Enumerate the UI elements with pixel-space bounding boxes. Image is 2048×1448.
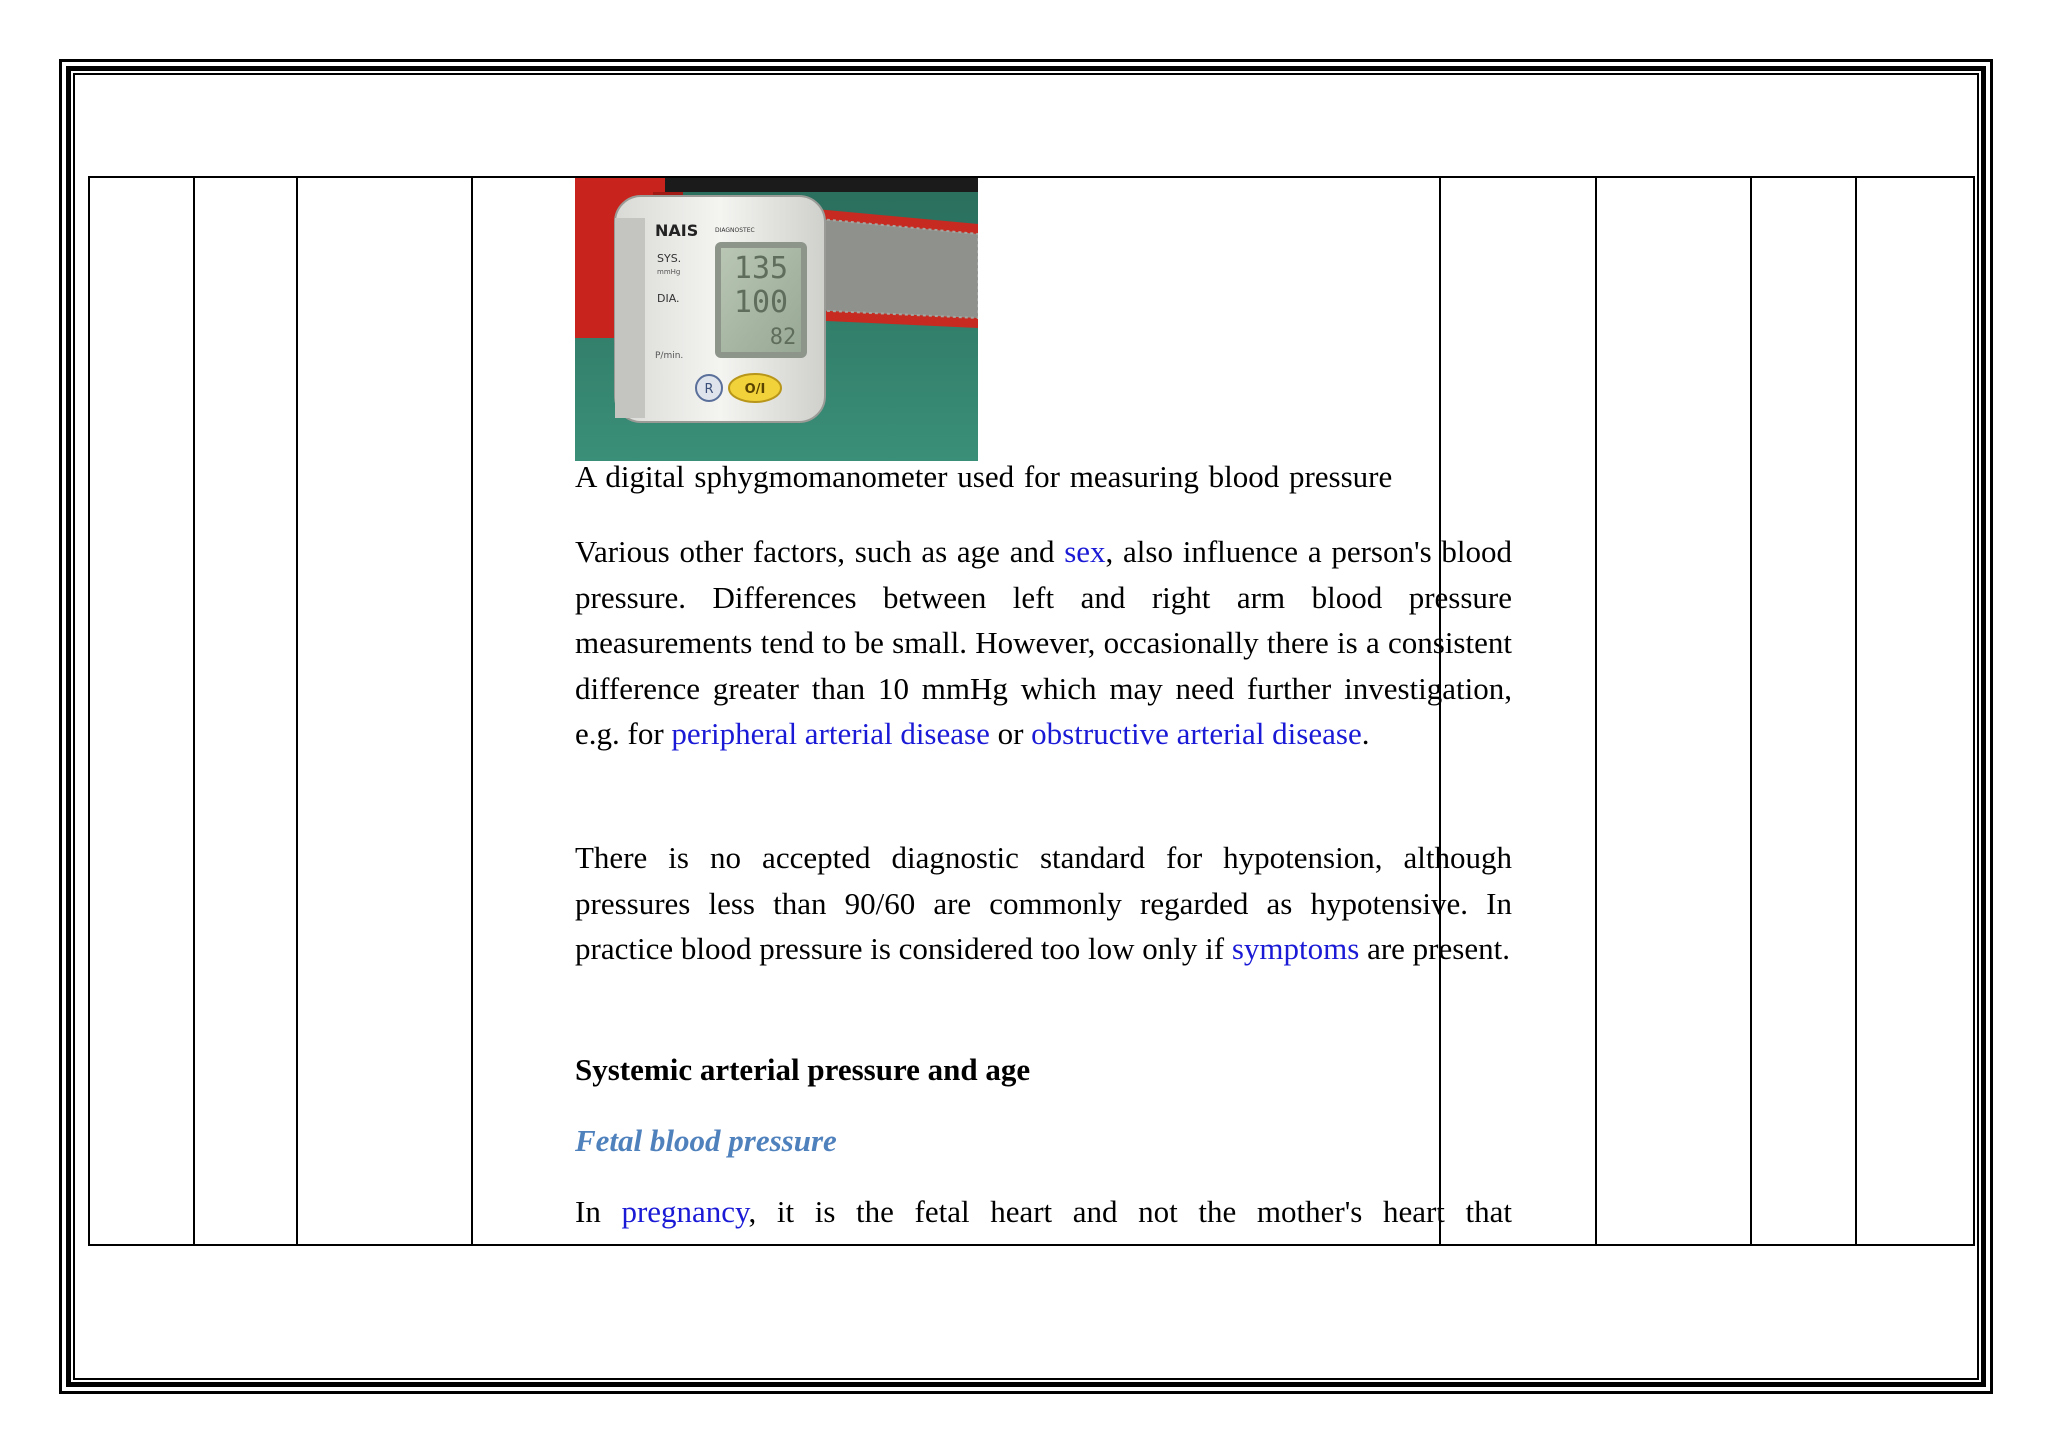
link-symptoms[interactable]: symptoms <box>1231 931 1360 966</box>
table-column-divider <box>1750 178 1752 1244</box>
paragraph-factors <box>575 529 1512 757</box>
paragraph-text: or <box>989 716 1032 751</box>
device-model-label: DIAGNOSTEC <box>715 227 755 234</box>
content-cell <box>575 178 1512 1244</box>
table-column-divider <box>193 178 195 1244</box>
paragraph-text: Various other factors, such as age and <box>575 534 1065 569</box>
paragraph-text: , it is the fetal heart and not the mother's heart that <box>748 1194 1512 1229</box>
device-r-button-label: R <box>704 382 714 397</box>
subsection-heading: Fetal blood pressure <box>575 1123 837 1158</box>
table-column-divider <box>1855 178 1857 1244</box>
device-brand-label: NAIS <box>655 221 699 240</box>
table-column-divider <box>1595 178 1597 1244</box>
device-pulse-label: P/min. <box>655 351 684 361</box>
paragraph-text: . <box>1361 716 1370 751</box>
link-peripheral-arterial-disease[interactable]: peripheral arterial disease <box>671 716 990 751</box>
paragraph-hypotension <box>575 835 1512 972</box>
paragraph-text: are present. <box>1359 931 1510 966</box>
device-power-button-label: O/I <box>744 382 766 397</box>
figure-caption: A digital sphygmomanometer used for measuring blood pressure <box>575 459 1393 494</box>
lcd-reading-pulse: 82 <box>769 325 797 350</box>
sphygmomanometer-photo <box>575 178 978 461</box>
lcd-reading-diastolic: 100 <box>733 285 789 320</box>
lcd-reading-systolic: 135 <box>733 251 789 286</box>
device-unit-label: mmHg <box>657 268 681 276</box>
link-obstructive-arterial-disease[interactable]: obstructive arterial disease <box>1031 716 1362 751</box>
device-dia-label: DIA. <box>657 292 680 305</box>
content-table <box>88 176 1975 1246</box>
link-sex[interactable]: sex <box>1064 534 1106 569</box>
paragraph-text: In <box>575 1194 622 1229</box>
table-column-divider <box>471 178 473 1244</box>
device-sys-label: SYS. <box>657 252 682 265</box>
paragraph-pregnancy <box>575 1189 1512 1234</box>
paragraph-text: There is no accepted diagnostic standard for hypotension, although pressures less than 90/60 are commonly regarded as hypotensive. In practice blood pressure is considered too low only if <box>575 840 1512 966</box>
link-pregnancy[interactable]: pregnancy <box>621 1194 749 1229</box>
table-column-divider <box>296 178 298 1244</box>
paragraph-text: , also influence a person's blood pressure. Differences between left and right arm blood pressure measurements tend to be small. However, occasionally there is a consistent difference greater than 10 mmHg which may need further investigation, e.g. for <box>575 534 1512 751</box>
section-heading: Systemic arterial pressure and age <box>575 1052 1031 1087</box>
